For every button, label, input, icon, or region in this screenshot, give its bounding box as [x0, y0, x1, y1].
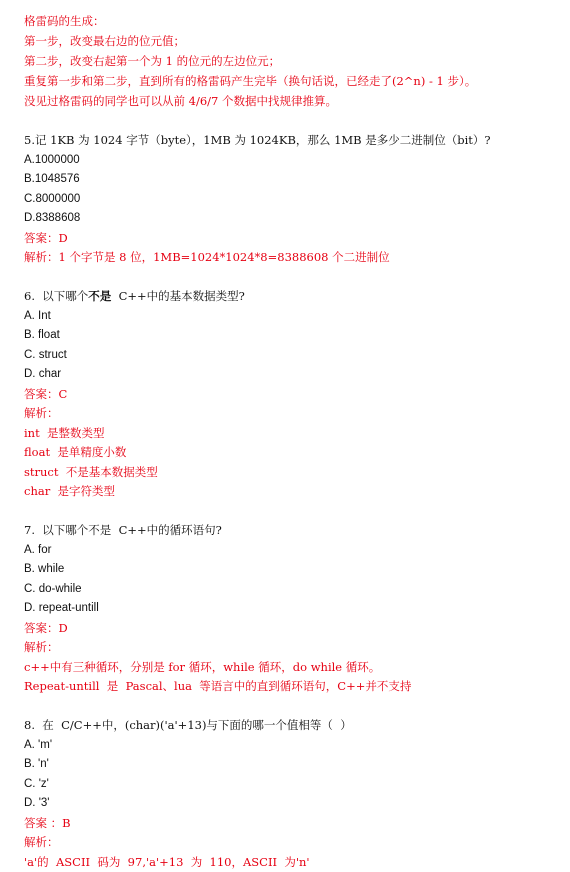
q6-answer: 答案：C	[24, 387, 68, 401]
q6-question-bold: 不是	[88, 289, 112, 303]
q8-explanation-1: 'a'的 ASCII 码为 97,'a'+13 为 110，ASCII 为'n'	[24, 855, 310, 869]
q5-answer: 答案：D	[24, 231, 68, 245]
q7-option-a: A. for	[24, 544, 52, 556]
q5-question: 5.记 1KB 为 1024 字节（byte），1MB 为 1024KB，那么 1MB 是多少二进制位（bit）?	[24, 133, 491, 147]
intro-line-3: 第二步，改变右起第一个为 1 的位元的左边位元；	[24, 54, 281, 68]
q5-option-a: A.1000000	[24, 154, 80, 166]
q6-explanation-2: float 是单精度小数	[24, 445, 127, 459]
q6-option-a: A. Int	[24, 310, 51, 322]
q7-question: 7. 以下哪个不是 C++中的循环语句?	[24, 523, 222, 537]
q6-question-pre: 6. 以下哪个	[24, 289, 89, 303]
q5-option-d: D.8388608	[24, 212, 81, 224]
intro-line-2: 第一步，改变最右边的位元值；	[24, 34, 185, 48]
q8-explanation-label: 解析：	[24, 835, 59, 849]
q8-option-d: D. '3'	[24, 797, 50, 809]
q7-explanation-label: 解析：	[24, 640, 59, 654]
q8-question: 8. 在 C/C++中，(char)('a'+13)与下面的哪一个值相等（ ）	[24, 718, 352, 732]
q8-option-c: C. 'z'	[24, 778, 49, 790]
q5-option-b: B.1048576	[24, 173, 80, 185]
q6-option-b: B. float	[24, 329, 60, 341]
q6-option-c: C. struct	[24, 349, 67, 361]
q5-explanation: 解析：1 个字节是 8 位，1MB=1024*1024*8=8388608 个二进制位	[24, 250, 390, 264]
q6-explanation-3: struct 不是基本数据类型	[24, 465, 158, 479]
q7-explanation-1: c++中有三种循环，分别是 for 循环，while 循环，do while 循环。	[24, 660, 381, 674]
q6-explanation-label: 解析：	[24, 406, 59, 420]
q7-option-d: D. repeat-untill	[24, 602, 99, 614]
q8-option-a: A. 'm'	[24, 739, 53, 751]
intro-line-4: 重复第一步和第二步，直到所有的格雷码产生完毕（换句话说，已经走了(2^n) - 1 步）。	[24, 74, 477, 88]
q6-explanation-1: int 是整数类型	[24, 426, 105, 440]
q7-explanation-2: Repeat-untill 是 Pascal、lua 等语言中的直到循环语句，C++并不支持	[24, 679, 412, 693]
q7-option-b: B. while	[24, 563, 65, 575]
q6-question-post: C++中的基本数据类型?	[111, 289, 245, 303]
q7-option-c: C. do-while	[24, 583, 82, 595]
q7-answer: 答案：D	[24, 621, 68, 635]
q8-answer: 答案 ：B	[24, 816, 71, 830]
q6-explanation-4: char 是字符类型	[24, 484, 116, 498]
intro-line-5: 没见过格雷码的同学也可以从前 4/6/7 个数据中找规律推算。	[24, 94, 338, 108]
q8-option-b: B. 'n'	[24, 758, 49, 770]
q6-option-d: D. char	[24, 368, 62, 380]
q5-option-c: C.8000000	[24, 193, 81, 205]
q6-question	[24, 289, 245, 303]
intro-line-1: 格雷码的生成：	[24, 14, 105, 28]
